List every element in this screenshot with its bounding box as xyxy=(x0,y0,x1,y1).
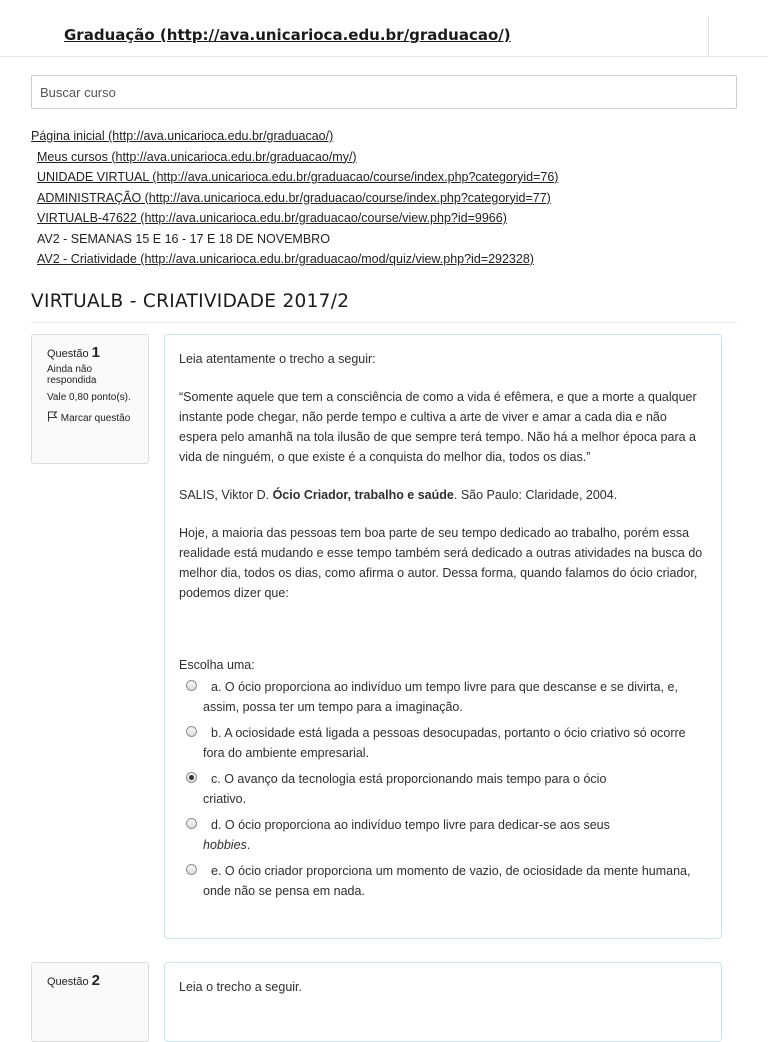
question-citation: SALIS, Viktor D. Ócio Criador, trabalho e saúde. São Paulo: Claridade, 2004. xyxy=(179,488,618,502)
answer-prompt: Escolha uma: xyxy=(179,658,255,672)
answer-options xyxy=(179,677,707,901)
breadcrumb-course[interactable]: VIRTUALB-47622 (http://ava.unicarioca.edu.br/graduacao/course/view.php?id=9966) xyxy=(37,211,507,225)
answer-option-a[interactable]: a. O ócio proporciona ao indivíduo um tempo livre para que descanse e se divirta, e, assim, possa ter um tempo para a imaginação. xyxy=(179,677,707,717)
flag-question-label: Marcar questão xyxy=(60,413,131,424)
question-1-info xyxy=(31,334,149,464)
answer-option-b[interactable]: b. A ociosidade está ligada a pessoas desocupadas, portanto o ócio criativo só ocorre fora do ambiente empresarial. xyxy=(179,723,707,763)
question-intro: Leia atentamente o trecho a seguir: xyxy=(179,352,376,366)
question-grade: Vale 0,80 ponto(s). xyxy=(47,392,131,403)
title-divider xyxy=(31,322,737,323)
site-home-link[interactable]: Graduação (http://ava.unicarioca.edu.br/graduacao/) xyxy=(64,26,511,44)
navbar-divider xyxy=(708,16,709,56)
radio-button[interactable] xyxy=(186,726,197,737)
answer-option-c[interactable]: c. O avanço da tecnologia está proporcionando mais tempo para o ócio criativo. xyxy=(179,769,707,809)
top-navbar xyxy=(0,0,768,57)
radio-button[interactable] xyxy=(186,864,197,875)
question-number: Questão 1 xyxy=(47,344,100,361)
breadcrumb-home[interactable]: Página inicial (http://ava.unicarioca.edu.br/graduacao/) xyxy=(31,129,334,143)
question-body: Hoje, a maioria das pessoas tem boa parte de seu tempo dedicado ao trabalho, porém essa realidade está mudando e esse tempo também será dedicado a outras atividades na busca do melhor dia, todos os dias, como afirma o autor. Dessa forma, quando falamos do ócio criador, podemos dizer que: xyxy=(179,526,703,600)
page-title: VIRTUALB - CRIATIVIDADE 2017/2 xyxy=(31,291,350,312)
breadcrumb-administration[interactable]: ADMINISTRAÇÃO (http://ava.unicarioca.edu.br/graduacao/course/index.php?categoryid=77) xyxy=(37,190,551,205)
breadcrumb xyxy=(31,126,558,270)
answer-option-d[interactable]: d. O ócio proporciona ao indivíduo tempo livre para dedicar-se aos seus hobbies. xyxy=(179,815,707,855)
radio-button-selected[interactable] xyxy=(186,772,197,783)
breadcrumb-section: AV2 - SEMANAS 15 E 16 - 17 E 18 DE NOVEMBRO xyxy=(37,231,330,246)
breadcrumb-my-courses[interactable]: Meus cursos (http://ava.unicarioca.edu.br/graduacao/my/) xyxy=(37,149,357,164)
question-2-content xyxy=(164,962,722,1042)
radio-button[interactable] xyxy=(186,818,197,829)
question-quote: “Somente aquele que tem a consciência de como a vida é efêmera, e que a morte a qualquer instante pode chegar, não perde tempo e cultiva a arte de viver e amar a cada dia e não espera pelo amanhã na tola ilusão de que sempre terá tempo. Não há a melhor época para a vida de ninguém, o que existe é a conquista do melhor dia, todos os dias.” xyxy=(179,390,697,464)
course-search-input[interactable] xyxy=(31,75,737,109)
question-intro: Leia o trecho a seguir. xyxy=(179,980,302,994)
breadcrumb-quiz[interactable]: AV2 - Criatividade (http://ava.unicarioca.edu.br/graduacao/mod/quiz/view.php?id=292328) xyxy=(37,252,534,266)
breadcrumb-virtual-unit[interactable]: UNIDADE VIRTUAL (http://ava.unicarioca.edu.br/graduacao/course/index.php?categoryid=76) xyxy=(37,170,559,184)
question-number: Questão 2 xyxy=(47,972,100,989)
answer-option-e[interactable]: e. O ócio criador proporciona um momento de vazio, de ociosidade da mente humana, onde não se pensa em nada. xyxy=(179,861,707,901)
question-1-content xyxy=(164,334,722,939)
radio-button[interactable] xyxy=(186,680,197,691)
question-status: Ainda não respondida xyxy=(47,364,97,386)
question-2-info xyxy=(31,962,149,1042)
flag-icon xyxy=(47,411,58,422)
flag-question-button[interactable] xyxy=(47,411,134,424)
